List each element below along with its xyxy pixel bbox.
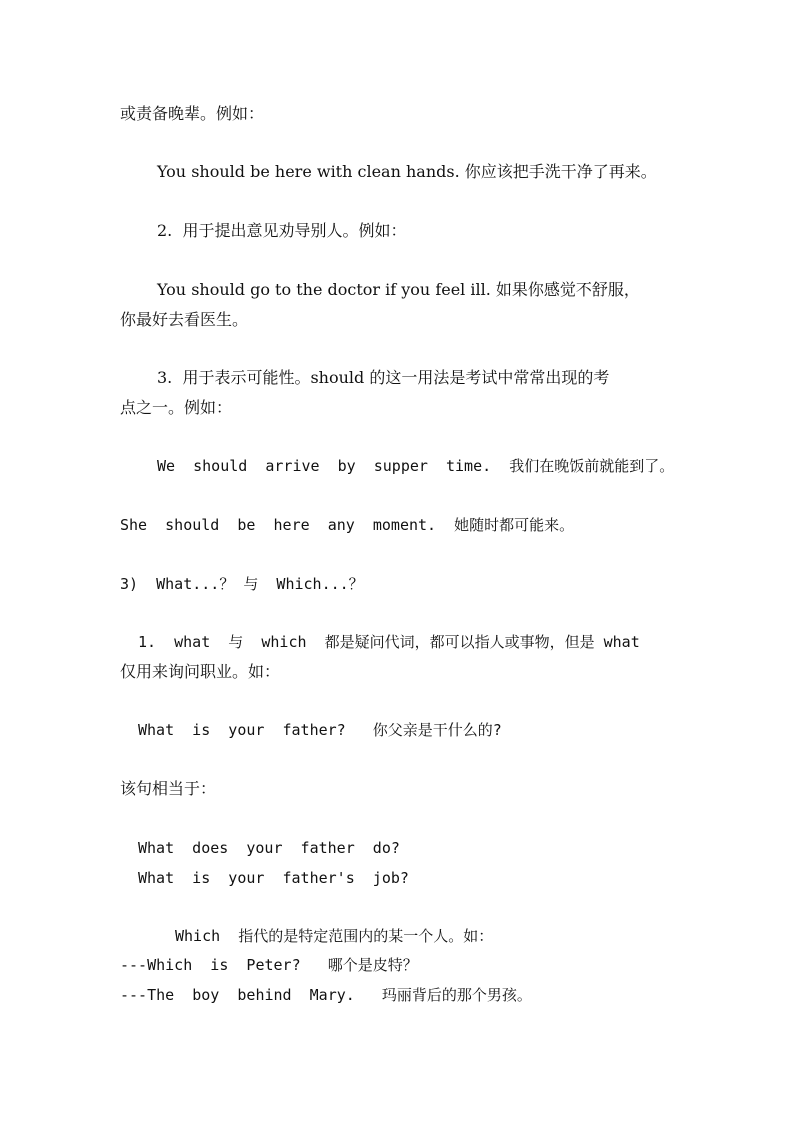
text-line-18: ---Which is Peter? 哪个是皮特？ <box>120 956 418 974</box>
text-line-11: 1. what 与 which 都是疑问代词，都可以指人或事物，但是 what <box>138 633 640 651</box>
text-line-14: 该句相当于： <box>120 779 217 798</box>
section-heading: 3) What...？ 与 Which...？ <box>120 575 364 593</box>
text-line-19: ---The boy behind Mary. 玛丽背后的那个男孩。 <box>120 986 532 1004</box>
text-line-1: 或责备晚辈。例如： <box>120 104 265 123</box>
text-line-3: 2. 用于提出意见劝导别人。例如： <box>157 221 407 240</box>
text-line-17: Which 指代的是特定范围内的某一个人。如： <box>175 927 494 945</box>
text-line-7: 点之一。例如： <box>120 398 233 417</box>
text-line-15: What does your father do? <box>138 839 400 857</box>
text-line-5: 你最好去看医生。 <box>120 310 249 329</box>
text-line-12: 仅用来询问职业。如： <box>120 662 281 681</box>
text-line-6: 3. 用于表示可能性。should 的这一用法是考试中常常出现的考 <box>157 368 610 387</box>
text-line-9: She should be here any moment. 她随时都可能来。 <box>120 516 575 534</box>
text-line-8: We should arrive by supper time. 我们在晚饭前就能到了。 <box>157 457 675 475</box>
text-line-16: What is your father's job? <box>138 869 409 887</box>
text-line-2: You should be here with clean hands. 你应该把手洗干净了再来。 <box>157 162 657 181</box>
text-line-13: What is your father? 你父亲是干什么的? <box>138 721 502 739</box>
text-line-4: You should go to the doctor if you feel ill. 如果你感觉不舒服， <box>157 280 640 299</box>
